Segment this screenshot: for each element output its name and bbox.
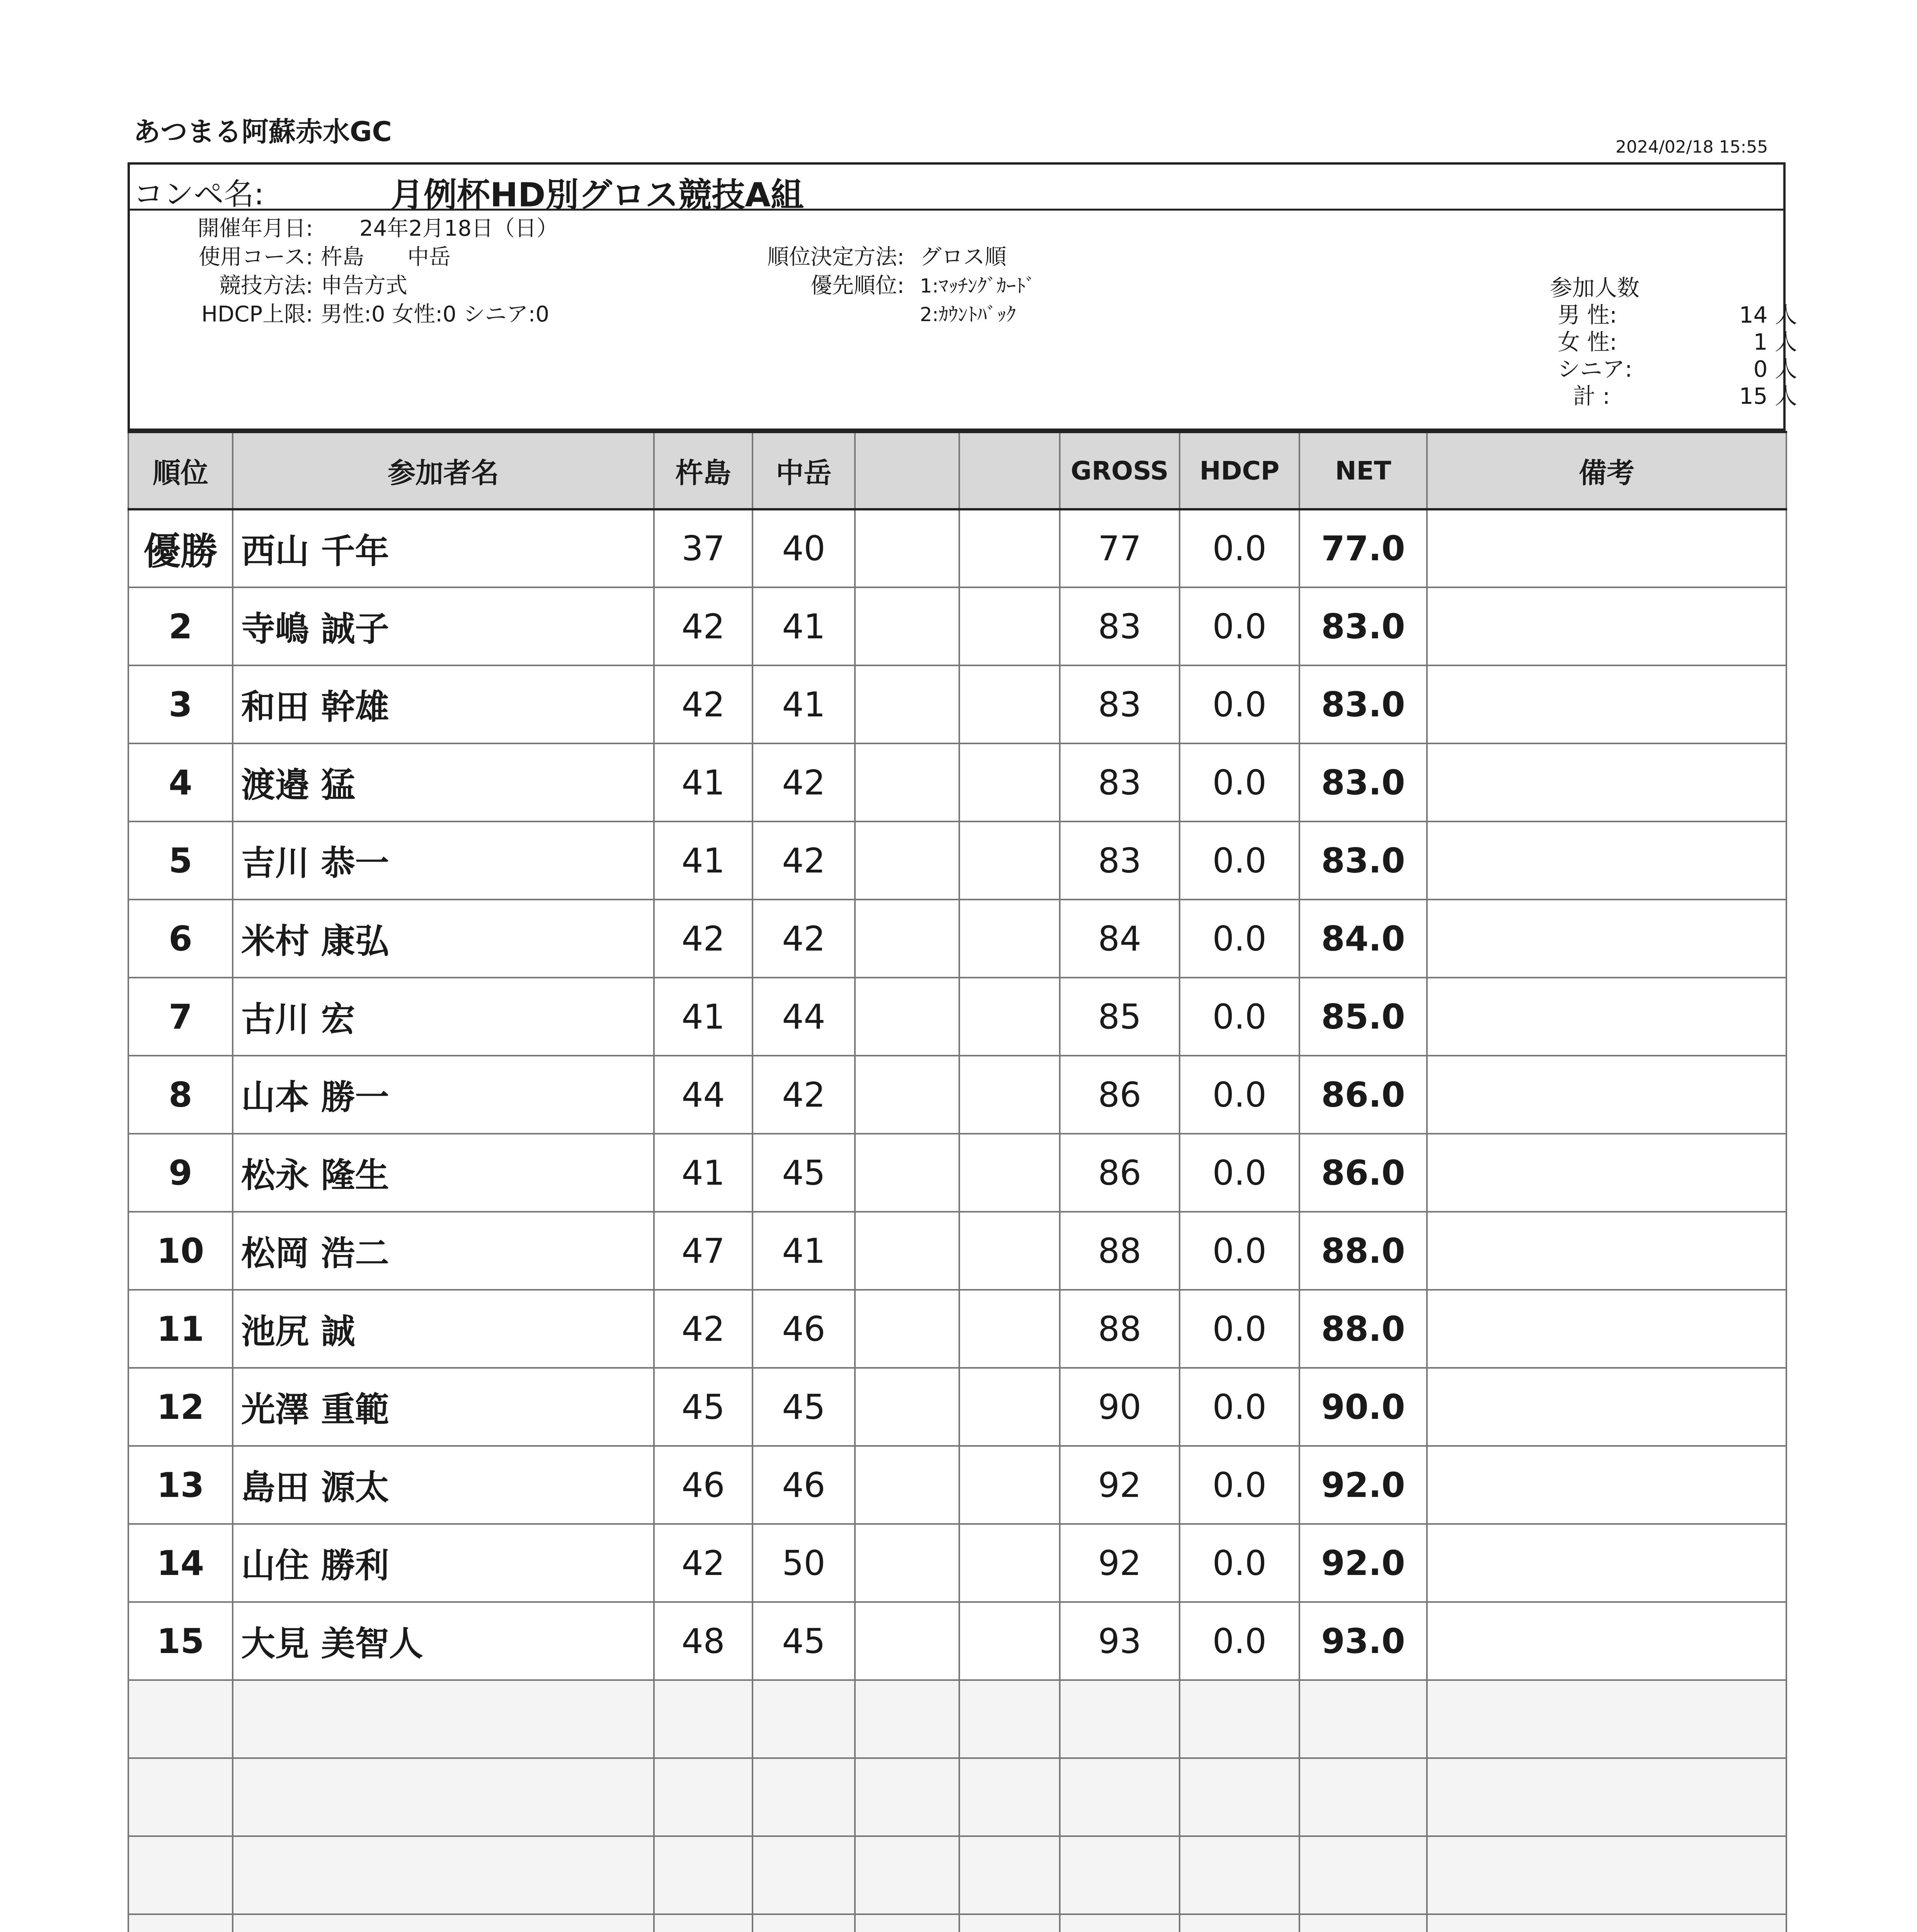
- course2-cell: 45: [752, 1602, 855, 1680]
- gross-cell: 83: [1060, 587, 1180, 665]
- remarks-cell: [1427, 743, 1786, 821]
- course2-cell: 42: [752, 900, 855, 978]
- table-row: [128, 1602, 1786, 1680]
- net-cell: 85.0: [1299, 978, 1427, 1056]
- table-row: [128, 821, 1786, 900]
- course1-cell: 44: [654, 1056, 752, 1134]
- header-gross: GROSS: [1060, 432, 1180, 509]
- remarks-cell: [1427, 821, 1786, 900]
- empty-row: [128, 1914, 1786, 1932]
- course1-cell: 42: [654, 587, 752, 665]
- course1-cell: 48: [654, 1602, 752, 1680]
- empty-cell: [959, 1914, 1060, 1932]
- hdcp-cell: 0.0: [1180, 509, 1299, 587]
- rank-cell: 14: [128, 1524, 233, 1602]
- header-remarks: 備考: [1427, 432, 1786, 509]
- empty-cell: [128, 1914, 233, 1932]
- gross-cell: 83: [1060, 743, 1180, 821]
- course-value: 杵島 中岳: [321, 245, 451, 270]
- header-net: NET: [1299, 432, 1427, 509]
- course2-cell: 41: [752, 665, 855, 743]
- name-cell: 山住 勝利: [233, 1524, 654, 1602]
- net-cell: 88.0: [1299, 1212, 1427, 1290]
- empty-cell: [959, 1758, 1060, 1836]
- course1-cell: 47: [654, 1212, 752, 1290]
- results-table: [128, 431, 1787, 1932]
- male-label: 男 性:: [1558, 302, 1617, 328]
- name-cell: 山本 勝一: [233, 1056, 654, 1134]
- course1-cell: 42: [654, 900, 752, 978]
- total-value: 15 人: [1739, 383, 1797, 409]
- table-row: [128, 665, 1786, 743]
- course1-cell: 42: [654, 1524, 752, 1602]
- rank-cell: 2: [128, 587, 233, 665]
- table-row: [128, 1212, 1786, 1290]
- course1-cell: 41: [654, 743, 752, 821]
- course1-cell: 37: [654, 509, 752, 587]
- net-cell: 83.0: [1299, 743, 1427, 821]
- gross-cell: 83: [1060, 821, 1180, 900]
- course2-cell: 45: [752, 1134, 855, 1212]
- rank-cell: 9: [128, 1134, 233, 1212]
- blank-cell: [855, 1212, 959, 1290]
- blank-cell: [959, 1368, 1060, 1446]
- rank-cell: 15: [128, 1602, 233, 1680]
- method-value: 申告方式: [321, 273, 407, 298]
- name-cell: 和田 幹雄: [233, 665, 654, 743]
- female-value: 1 人: [1753, 329, 1797, 355]
- remarks-cell: [1427, 1602, 1786, 1680]
- name-cell: 西山 千年: [233, 509, 654, 587]
- course1-cell: 45: [654, 1368, 752, 1446]
- empty-cell: [1180, 1836, 1299, 1914]
- hdcp-cell: 0.0: [1180, 665, 1299, 743]
- rank-cell: 優勝: [128, 509, 233, 587]
- hdcp-cell: 0.0: [1180, 1446, 1299, 1524]
- net-cell: 86.0: [1299, 1134, 1427, 1212]
- method-label: 競技方法:: [219, 273, 313, 298]
- course1-cell: 41: [654, 1134, 752, 1212]
- empty-cell: [1427, 1914, 1786, 1932]
- empty-cell: [654, 1680, 752, 1758]
- hdcp-cell: 0.0: [1180, 1602, 1299, 1680]
- name-cell: 松永 隆生: [233, 1134, 654, 1212]
- empty-cell: [233, 1680, 654, 1758]
- course2-cell: 42: [752, 1056, 855, 1134]
- remarks-cell: [1427, 1134, 1786, 1212]
- blank-cell: [959, 587, 1060, 665]
- hdcp-cell: 0.0: [1180, 587, 1299, 665]
- remarks-cell: [1427, 1056, 1786, 1134]
- hdcp-cell: 0.0: [1180, 978, 1299, 1056]
- net-cell: 83.0: [1299, 665, 1427, 743]
- gross-cell: 85: [1060, 978, 1180, 1056]
- blank-cell: [959, 1446, 1060, 1524]
- hdcp-cell: 0.0: [1180, 1368, 1299, 1446]
- blank-cell: [855, 587, 959, 665]
- empty-cell: [654, 1758, 752, 1836]
- course1-cell: 42: [654, 1290, 752, 1368]
- gross-cell: 84: [1060, 900, 1180, 978]
- header-blank-2: [959, 432, 1060, 509]
- table-row: [128, 900, 1786, 978]
- hdcp-cell: 0.0: [1180, 1212, 1299, 1290]
- hdcp-cell: 0.0: [1180, 821, 1299, 900]
- hdcp-cell: 0.0: [1180, 1134, 1299, 1212]
- name-cell: 古川 宏: [233, 978, 654, 1056]
- empty-cell: [1060, 1758, 1180, 1836]
- blank-cell: [959, 665, 1060, 743]
- gross-cell: 93: [1060, 1602, 1180, 1680]
- course1-cell: 42: [654, 665, 752, 743]
- empty-cell: [1180, 1680, 1299, 1758]
- blank-cell: [855, 1446, 959, 1524]
- gross-cell: 88: [1060, 1290, 1180, 1368]
- name-cell: 池尻 誠: [233, 1290, 654, 1368]
- blank-cell: [959, 821, 1060, 900]
- course2-cell: 46: [752, 1290, 855, 1368]
- net-cell: 77.0: [1299, 509, 1427, 587]
- net-cell: 92.0: [1299, 1524, 1427, 1602]
- blank-cell: [959, 509, 1060, 587]
- empty-row: [128, 1836, 1786, 1914]
- gross-cell: 86: [1060, 1056, 1180, 1134]
- name-cell: 島田 源太: [233, 1446, 654, 1524]
- name-cell: 渡邉 猛: [233, 743, 654, 821]
- priority-first: 1:ﾏｯﾁﾝｸﾞｶｰﾄﾞ: [920, 275, 1035, 297]
- course2-cell: 41: [752, 587, 855, 665]
- name-cell: 松岡 浩二: [233, 1212, 654, 1290]
- blank-cell: [959, 1602, 1060, 1680]
- blank-cell: [855, 978, 959, 1056]
- blank-cell: [855, 743, 959, 821]
- hdcp-value: 男性:0 女性:0 シニア:0: [321, 302, 550, 327]
- hdcp-cell: 0.0: [1180, 1524, 1299, 1602]
- table-row: [128, 1290, 1786, 1368]
- rank-cell: 3: [128, 665, 233, 743]
- empty-cell: [1180, 1914, 1299, 1932]
- blank-cell: [959, 743, 1060, 821]
- empty-cell: [959, 1680, 1060, 1758]
- senior-value: 0 人: [1753, 356, 1797, 382]
- rank-cell: 4: [128, 743, 233, 821]
- hdcp-cell: 0.0: [1180, 743, 1299, 821]
- senior-label: シニア:: [1558, 356, 1633, 382]
- empty-cell: [855, 1680, 959, 1758]
- blank-cell: [855, 1290, 959, 1368]
- competition-title: 月例杯HD別グロス競技A組: [390, 176, 804, 214]
- empty-cell: [1427, 1758, 1786, 1836]
- empty-cell: [1427, 1680, 1786, 1758]
- empty-cell: [1299, 1836, 1427, 1914]
- blank-cell: [855, 509, 959, 587]
- rank-cell: 10: [128, 1212, 233, 1290]
- remarks-cell: [1427, 665, 1786, 743]
- club-name: あつまる阿蘇赤水GC: [133, 116, 392, 148]
- gross-cell: 77: [1060, 509, 1180, 587]
- course2-cell: 44: [752, 978, 855, 1056]
- course2-cell: 42: [752, 821, 855, 900]
- remarks-cell: [1427, 1290, 1786, 1368]
- total-label: 計 :: [1573, 383, 1610, 409]
- blank-cell: [855, 1524, 959, 1602]
- empty-cell: [654, 1836, 752, 1914]
- empty-cell: [1180, 1758, 1299, 1836]
- remarks-cell: [1427, 1368, 1786, 1446]
- rank-cell: 12: [128, 1368, 233, 1446]
- table-header-row: [128, 432, 1786, 509]
- empty-cell: [752, 1680, 855, 1758]
- course2-cell: 40: [752, 509, 855, 587]
- competition-label: コンペ名:: [133, 177, 264, 212]
- blank-cell: [855, 821, 959, 900]
- net-cell: 83.0: [1299, 587, 1427, 665]
- empty-cell: [1299, 1758, 1427, 1836]
- remarks-cell: [1427, 1212, 1786, 1290]
- blank-cell: [959, 1134, 1060, 1212]
- empty-cell: [1060, 1836, 1180, 1914]
- net-cell: 93.0: [1299, 1602, 1427, 1680]
- empty-cell: [855, 1836, 959, 1914]
- empty-cell: [128, 1836, 233, 1914]
- net-cell: 88.0: [1299, 1290, 1427, 1368]
- name-cell: 光澤 重範: [233, 1368, 654, 1446]
- course1-cell: 41: [654, 821, 752, 900]
- remarks-cell: [1427, 1524, 1786, 1602]
- net-cell: 86.0: [1299, 1056, 1427, 1134]
- remarks-cell: [1427, 509, 1786, 587]
- table-row: [128, 509, 1786, 587]
- net-cell: 84.0: [1299, 900, 1427, 978]
- blank-cell: [959, 900, 1060, 978]
- empty-cell: [233, 1914, 654, 1932]
- empty-cell: [855, 1914, 959, 1932]
- blank-cell: [959, 978, 1060, 1056]
- blank-cell: [959, 1212, 1060, 1290]
- table-row: [128, 1368, 1786, 1446]
- hdcp-cell: 0.0: [1180, 900, 1299, 978]
- empty-cell: [128, 1680, 233, 1758]
- table-row: [128, 1524, 1786, 1602]
- hdcp-cell: 0.0: [1180, 1290, 1299, 1368]
- name-cell: 吉川 恭一: [233, 821, 654, 900]
- empty-cell: [1427, 1836, 1786, 1914]
- rank-cell: 6: [128, 900, 233, 978]
- name-cell: 大見 美智人: [233, 1602, 654, 1680]
- header-name: 参加者名: [233, 432, 654, 509]
- remarks-cell: [1427, 978, 1786, 1056]
- male-value: 14 人: [1739, 302, 1797, 328]
- date-label: 開催年月日:: [197, 216, 313, 241]
- gross-cell: 88: [1060, 1212, 1180, 1290]
- table-row: [128, 743, 1786, 821]
- empty-cell: [1299, 1914, 1427, 1932]
- header-rank: 順位: [128, 432, 233, 509]
- gross-cell: 92: [1060, 1446, 1180, 1524]
- rank-cell: 13: [128, 1446, 233, 1524]
- rank-cell: 8: [128, 1056, 233, 1134]
- empty-cell: [233, 1836, 654, 1914]
- course2-cell: 41: [752, 1212, 855, 1290]
- table-row: [128, 1446, 1786, 1524]
- empty-cell: [752, 1914, 855, 1932]
- empty-row: [128, 1758, 1786, 1836]
- table-row: [128, 587, 1786, 665]
- female-label: 女 性:: [1558, 329, 1617, 355]
- blank-cell: [959, 1056, 1060, 1134]
- printed-timestamp: 2024/02/18 15:55: [1616, 137, 1768, 157]
- course2-cell: 45: [752, 1368, 855, 1446]
- net-cell: 83.0: [1299, 821, 1427, 900]
- empty-cell: [1299, 1680, 1427, 1758]
- course-label: 使用コース:: [198, 245, 313, 270]
- ranking-method-label: 順位決定方法:: [767, 245, 904, 270]
- participant-summary: [0, 274, 1917, 429]
- blank-cell: [855, 900, 959, 978]
- blank-cell: [855, 665, 959, 743]
- header-course2: 中岳: [752, 432, 855, 509]
- remarks-cell: [1427, 1446, 1786, 1524]
- remarks-cell: [1427, 587, 1786, 665]
- priority-label: 優先順位:: [810, 273, 904, 298]
- gross-cell: 86: [1060, 1134, 1180, 1212]
- empty-cell: [1060, 1914, 1180, 1932]
- header-course1: 杵島: [654, 432, 752, 509]
- hdcp-label: HDCP上限:: [201, 302, 313, 327]
- gross-cell: 90: [1060, 1368, 1180, 1446]
- course1-cell: 41: [654, 978, 752, 1056]
- blank-cell: [959, 1290, 1060, 1368]
- course2-cell: 42: [752, 743, 855, 821]
- empty-row: [128, 1680, 1786, 1758]
- empty-cell: [1060, 1680, 1180, 1758]
- remarks-cell: [1427, 900, 1786, 978]
- date-value: 24年2月18日（日）: [359, 216, 558, 241]
- net-cell: 92.0: [1299, 1446, 1427, 1524]
- hdcp-cell: 0.0: [1180, 1056, 1299, 1134]
- blank-cell: [855, 1368, 959, 1446]
- empty-cell: [752, 1836, 855, 1914]
- header-hdcp: HDCP: [1180, 432, 1299, 509]
- name-cell: 寺嶋 誠子: [233, 587, 654, 665]
- table-row: [128, 978, 1786, 1056]
- empty-cell: [855, 1758, 959, 1836]
- course2-cell: 50: [752, 1524, 855, 1602]
- rank-cell: 11: [128, 1290, 233, 1368]
- table-row: [128, 1056, 1786, 1134]
- blank-cell: [855, 1602, 959, 1680]
- rank-cell: 5: [128, 821, 233, 900]
- course2-cell: 46: [752, 1446, 855, 1524]
- empty-cell: [654, 1914, 752, 1932]
- gross-cell: 92: [1060, 1524, 1180, 1602]
- table-row: [128, 1134, 1786, 1212]
- empty-cell: [959, 1836, 1060, 1914]
- ranking-method-value: グロス順: [920, 245, 1006, 270]
- competition-row: [128, 162, 1786, 211]
- priority-second: 2:ｶｳﾝﾄﾊﾞｯｸ: [920, 303, 1016, 326]
- name-cell: 米村 康弘: [233, 900, 654, 978]
- rank-cell: 7: [128, 978, 233, 1056]
- header-blank-1: [855, 432, 959, 509]
- net-cell: 90.0: [1299, 1368, 1427, 1446]
- results-body: [128, 509, 1786, 1932]
- blank-cell: [855, 1056, 959, 1134]
- participants-title: 参加人数: [1550, 275, 1640, 301]
- gross-cell: 83: [1060, 665, 1180, 743]
- blank-cell: [959, 1524, 1060, 1602]
- empty-cell: [233, 1758, 654, 1836]
- empty-cell: [752, 1758, 855, 1836]
- empty-cell: [128, 1758, 233, 1836]
- course1-cell: 46: [654, 1446, 752, 1524]
- blank-cell: [855, 1134, 959, 1212]
